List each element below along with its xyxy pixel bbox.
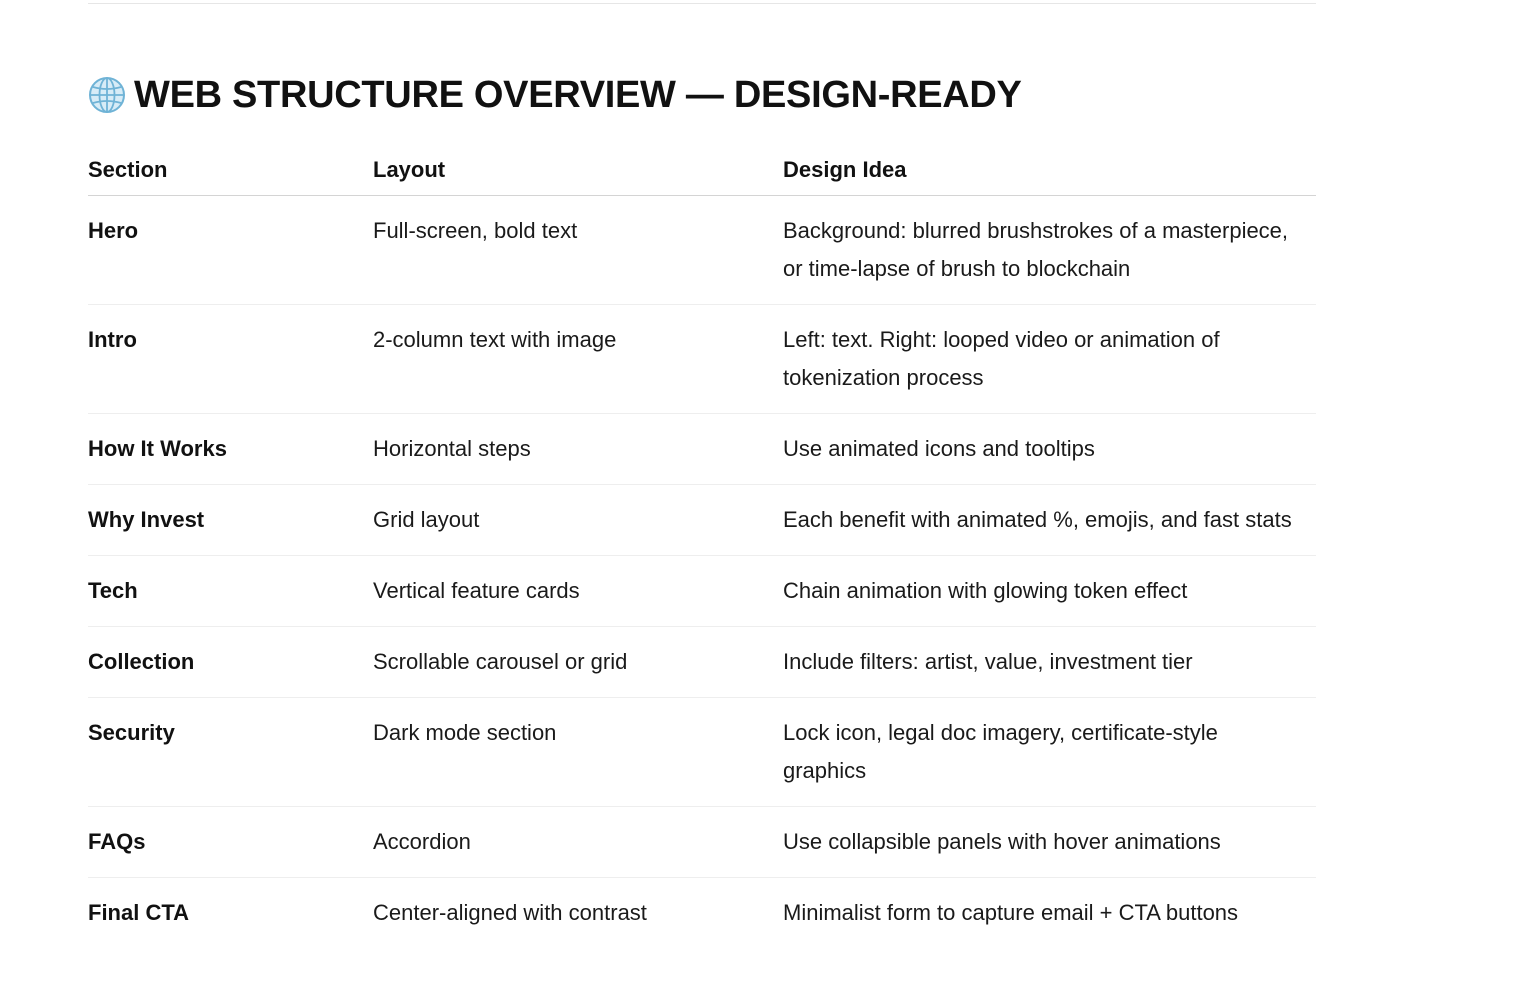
cell-section: Final CTA xyxy=(88,900,190,925)
cell-layout: Dark mode section xyxy=(373,698,783,807)
cell-layout: Vertical feature cards xyxy=(373,556,783,627)
table-row xyxy=(88,556,1316,627)
page-title: WEB STRUCTURE OVERVIEW — DESIGN-READY xyxy=(134,73,1022,116)
column-header-layout: Layout xyxy=(373,145,783,196)
top-divider xyxy=(88,3,1316,4)
cell-layout: Grid layout xyxy=(373,485,783,556)
structure-table xyxy=(88,145,1316,948)
section-heading xyxy=(88,70,1022,120)
cell-section: Collection xyxy=(88,627,373,698)
cell-layout: Full-screen, bold text xyxy=(373,196,783,305)
cell-layout: Horizontal steps xyxy=(373,414,783,485)
cell-design-idea: Include filters: artist, value, investment tier xyxy=(783,627,1316,698)
cell-layout: 2-column text with image xyxy=(373,305,783,414)
cell-section: Intro xyxy=(88,305,373,414)
cell-section: How It Works xyxy=(88,414,373,485)
cell-design-idea: Background: blurred brushstrokes of a masterpiece, or time-lapse of brush to blockchain xyxy=(783,196,1316,305)
table-row xyxy=(88,627,1316,698)
cell-design-idea: Use animated icons and tooltips xyxy=(783,414,1316,485)
cell-layout: Scrollable carousel or grid xyxy=(373,627,783,698)
table-row xyxy=(88,807,1316,878)
cell-section: Hero xyxy=(88,196,373,305)
column-header-design-idea: Design Idea xyxy=(783,145,1316,196)
cell-design-idea: Chain animation with glowing token effect xyxy=(783,556,1316,627)
table-row xyxy=(88,305,1316,414)
cell-design-idea: Lock icon, legal doc imagery, certificate-style graphics xyxy=(783,698,1316,807)
table-row xyxy=(88,698,1316,807)
table-row xyxy=(88,485,1316,556)
cell-layout: Accordion xyxy=(373,807,783,878)
table-header-row xyxy=(88,145,1316,196)
cell-section: Tech xyxy=(88,556,373,627)
cell-design-idea: Each benefit with animated %, emojis, and fast stats xyxy=(783,485,1316,556)
table-row xyxy=(88,414,1316,485)
globe-icon xyxy=(88,76,126,114)
cell-design-idea: Minimalist form to capture email + CTA buttons xyxy=(783,900,1239,925)
cell-design-idea: Left: text. Right: looped video or animation of tokenization process xyxy=(783,305,1316,414)
cell-design-idea: Use collapsible panels with hover animations xyxy=(783,807,1316,878)
table-row xyxy=(88,196,1316,305)
cell-layout: Center-aligned with contrast xyxy=(373,900,647,925)
column-header-section: Section xyxy=(88,145,373,196)
cell-section: Why Invest xyxy=(88,485,373,556)
table-row xyxy=(88,878,1316,949)
cell-section: FAQs xyxy=(88,807,373,878)
cell-section: Security xyxy=(88,698,373,807)
